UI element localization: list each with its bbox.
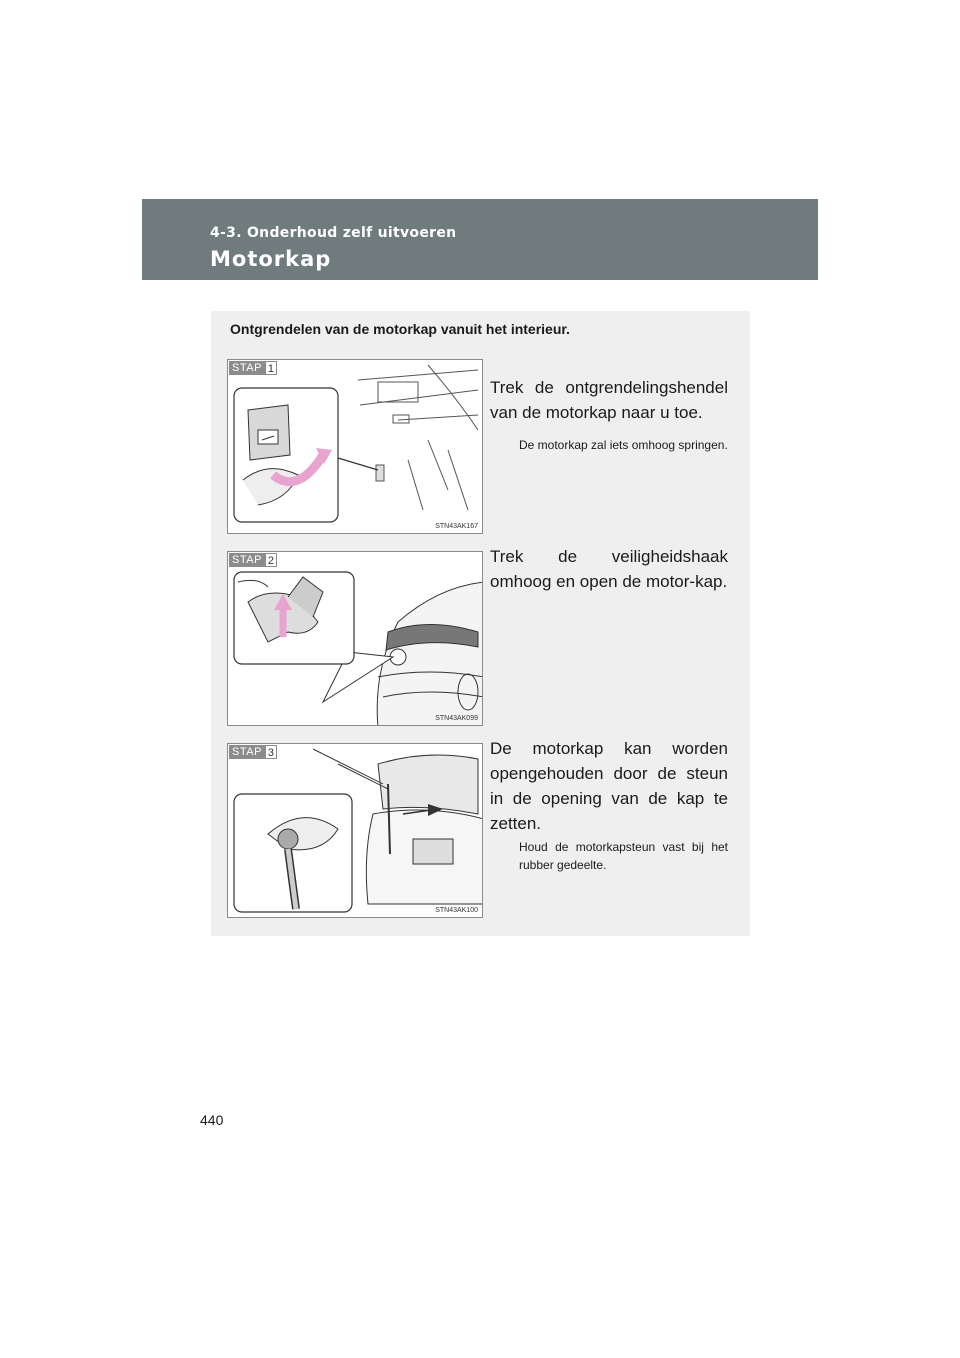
page-number: 440 (200, 1112, 224, 1128)
step-1-note: De motorkap zal iets omhoog springen. (519, 438, 728, 452)
step-2-badge (229, 553, 277, 567)
hood-release-lever-drawing (228, 360, 483, 534)
step-2-illustration (227, 551, 483, 726)
page-title: Motorkap (210, 247, 332, 271)
step-1-badge-number: 1 (265, 361, 277, 375)
step-2-text: Trek de veiligheidshaak omhoog en open de motor-kap. (490, 547, 728, 591)
step-3-badge (229, 745, 277, 759)
step-3-text: De motorkap kan worden opengehouden door de steun in de opening van de kap te zetten. (490, 739, 728, 833)
procedure-panel (211, 311, 750, 936)
safety-catch-drawing (228, 552, 483, 726)
hood-support-rod-drawing (228, 744, 483, 918)
step-3-figure-code: STN43AK100 (435, 907, 478, 914)
step-2-badge-word: STAP (229, 553, 265, 567)
section-label: 4-3. Onderhoud zelf uitvoeren (210, 225, 457, 241)
step-2-figure-code: STN43AK099 (435, 715, 478, 722)
step-1-badge (229, 361, 277, 375)
step-1-figure-code: STN43AK167 (435, 523, 478, 530)
step-2-badge-number: 2 (265, 553, 277, 567)
step-3-illustration (227, 743, 483, 918)
step-3-badge-word: STAP (229, 745, 265, 759)
step-1-badge-word: STAP (229, 361, 265, 375)
step-1-illustration (227, 359, 483, 534)
intro-heading: Ontgrendelen van de motorkap vanuit het interieur. (230, 321, 570, 337)
step-3-note: Houd de motorkapsteun vast bij het rubber gedeelte. (519, 840, 728, 872)
section-header (142, 199, 818, 280)
step-1-text: Trek de ontgrendelingshendel van de motorkap naar u toe. (490, 378, 728, 422)
step-3-badge-number: 3 (265, 745, 277, 759)
